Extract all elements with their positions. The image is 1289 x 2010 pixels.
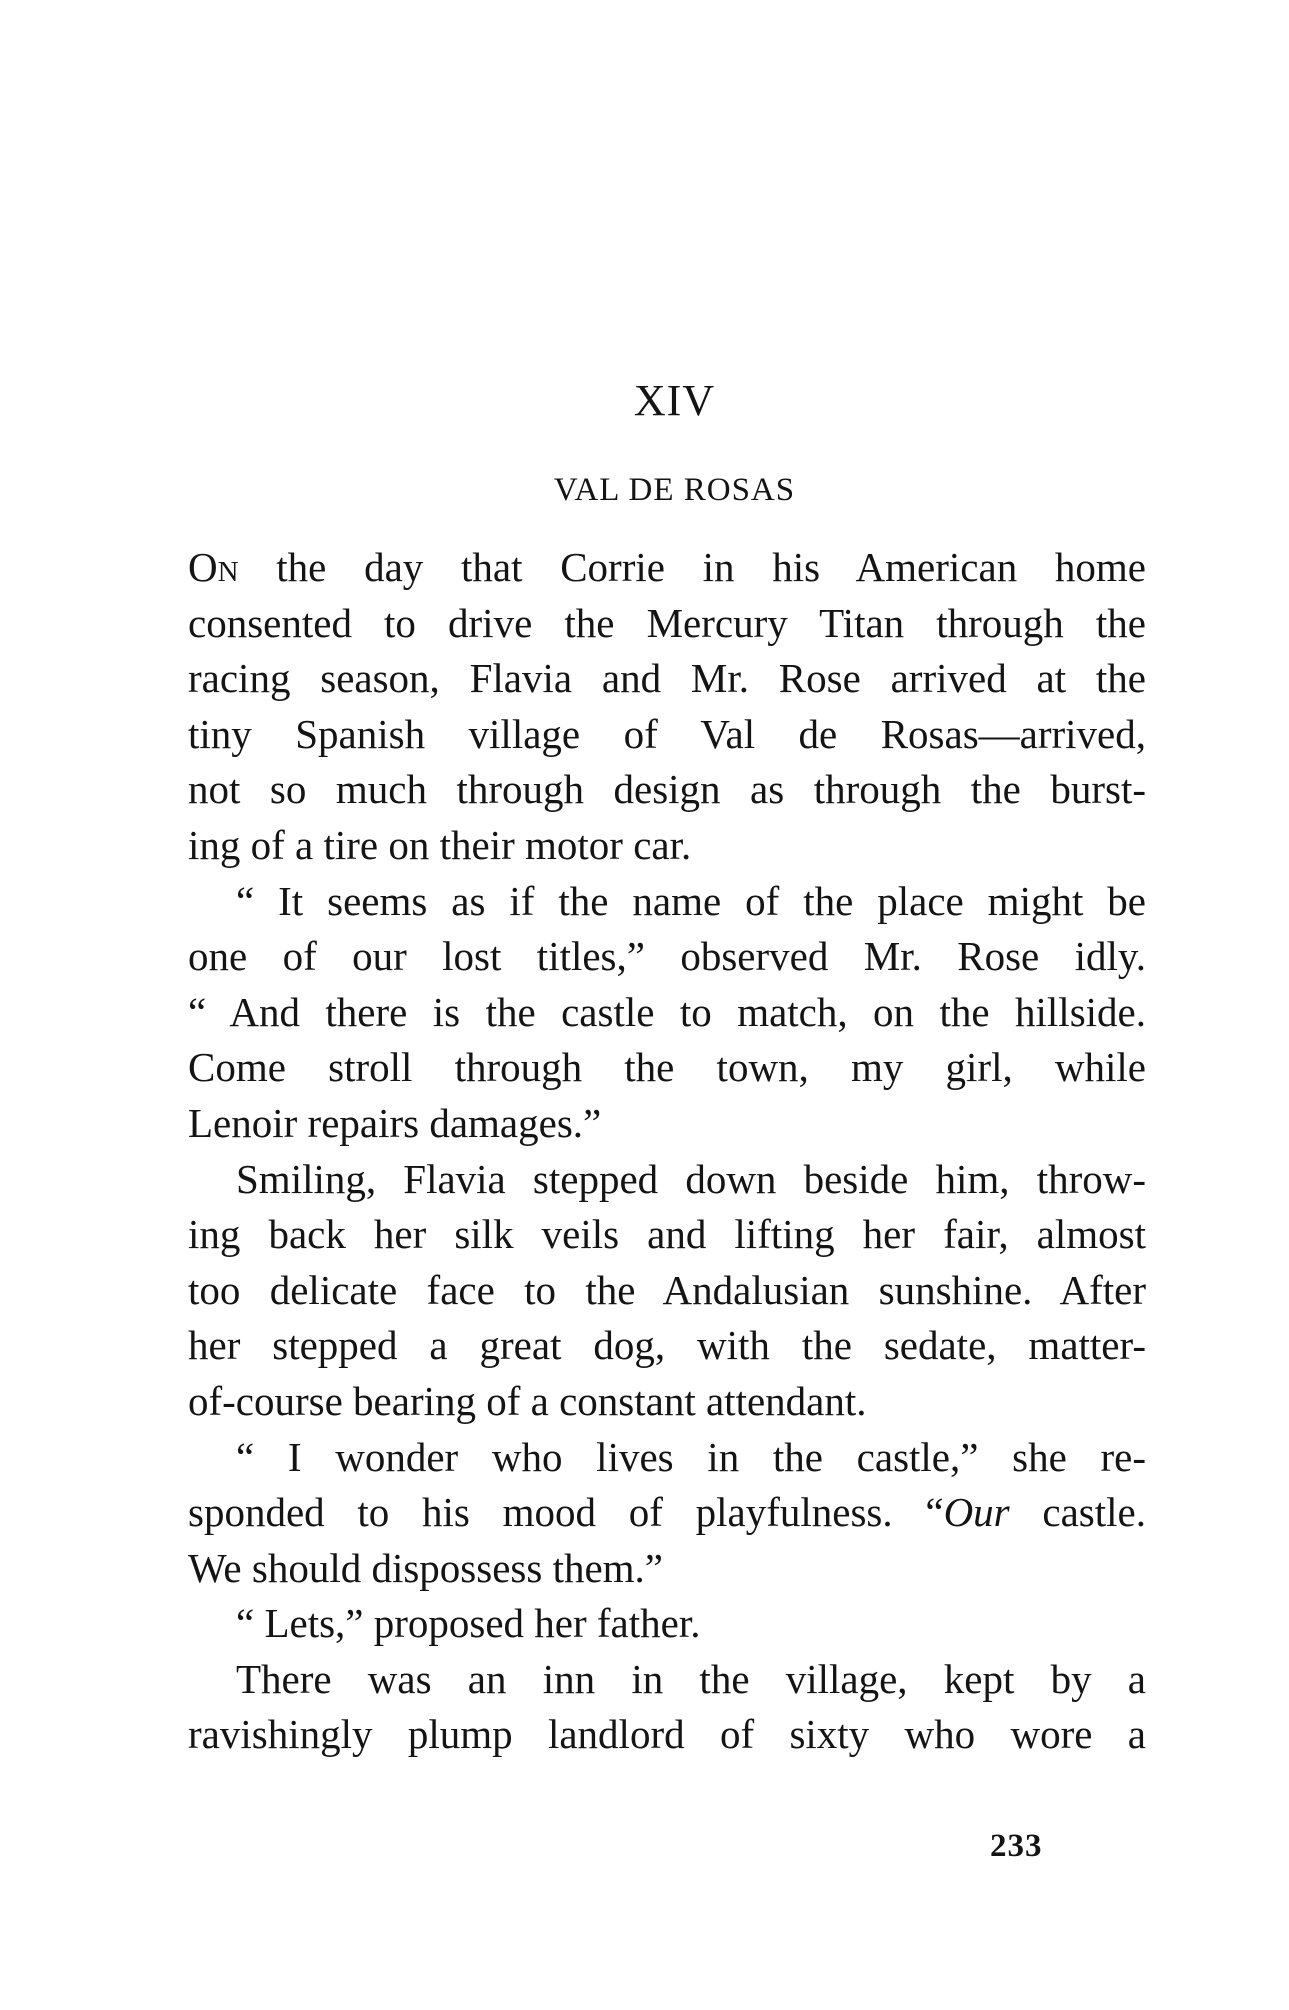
text-line: Smiling, Flavia stepped down beside him, throw- <box>236 1155 1146 1202</box>
text-line: ing of a tire on their motor car. <box>188 821 692 868</box>
text-line <box>188 1485 1146 1541</box>
text-line <box>188 540 1146 596</box>
text-line: “ It seems as if the name of the place might be <box>236 877 1146 924</box>
text-line: “ I wonder who lives in the castle,” she re- <box>236 1433 1146 1480</box>
drop-cap-word: On <box>188 544 239 590</box>
line-text: castle. <box>1009 1489 1146 1536</box>
italic-word: Our <box>943 1489 1010 1536</box>
text-line: “ And there is the castle to match, on the hillside. <box>188 988 1146 1035</box>
text-line: racing season, Flavia and Mr. Rose arrived at the <box>188 655 1146 702</box>
chapter-number: XIV <box>633 376 716 425</box>
line-text: sponded to his mood of playfulness. “ <box>188 1489 944 1536</box>
text-line: We should dispossess them.” <box>188 1544 664 1591</box>
text-line: not so much through design as through the burst- <box>188 766 1146 813</box>
text-line: of-course bearing of a constant attendant. <box>188 1377 867 1424</box>
text-line: too delicate face to the Andalusian sunshine. After <box>188 1266 1146 1313</box>
chapter-title: VAL DE ROSAS <box>553 472 796 508</box>
chapter-body <box>188 540 1146 1763</box>
page-number: 233 <box>990 1828 1043 1864</box>
text-line: tiny Spanish village of Val de Rosas—arrived, <box>188 710 1146 757</box>
line-text: the day that Corrie in his American home <box>238 544 1146 590</box>
text-line: one of our lost titles,” observed Mr. Rose idly. <box>188 933 1146 980</box>
text-line: “ Lets,” proposed her father. <box>236 1600 701 1647</box>
text-line: ing back her silk veils and lifting her fair, almost <box>188 1211 1146 1258</box>
text-line: Come stroll through the town, my girl, while <box>188 1044 1146 1091</box>
text-line: Lenoir repairs damages.” <box>188 1099 602 1146</box>
text-line: ravishingly plump landlord of sixty who wore a <box>188 1711 1146 1758</box>
text-line: her stepped a great dog, with the sedate, matter- <box>188 1322 1146 1369</box>
text-line: consented to drive the Mercury Titan through the <box>188 599 1146 646</box>
text-line: There was an inn in the village, kept by a <box>236 1655 1146 1702</box>
